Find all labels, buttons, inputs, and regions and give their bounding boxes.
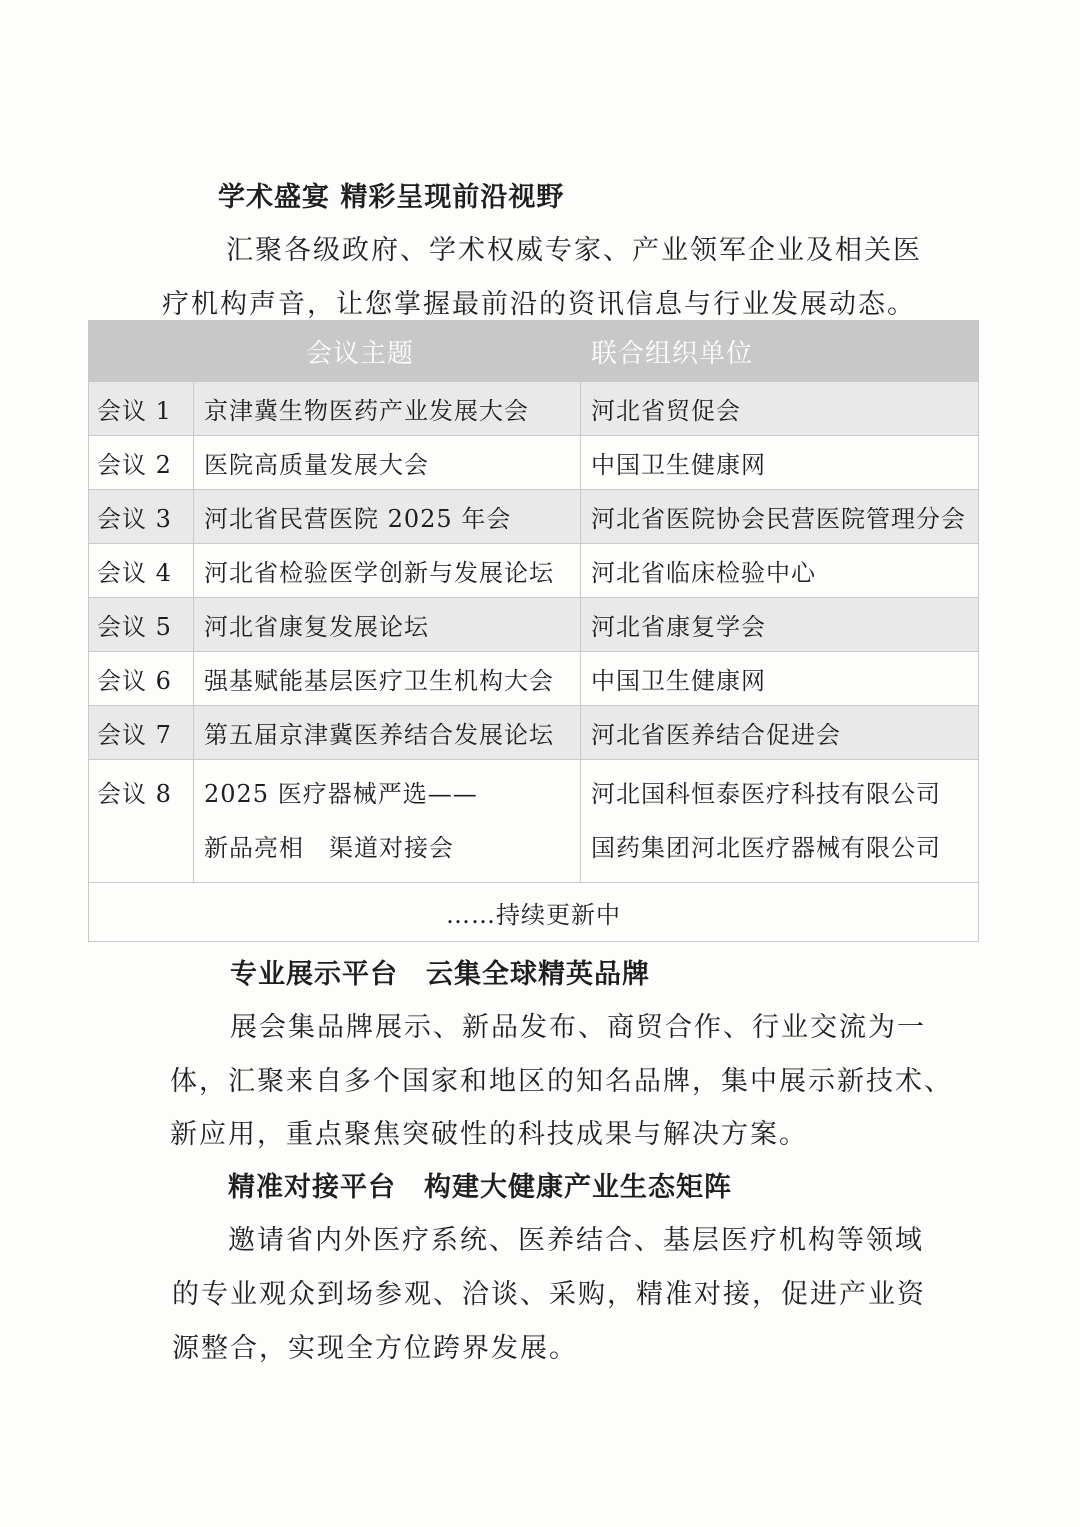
header-topic: 会议主题 <box>194 321 581 382</box>
conference-table <box>88 320 979 942</box>
row-org: 中国卫生健康网 <box>581 652 979 706</box>
section2-line-3: 新应用，重点聚焦突破性的科技成果与解决方案。 <box>170 1119 808 1150</box>
section3-heading: 精准对接平台 构建大健康产业生态矩阵 <box>228 1172 732 1203</box>
section3-line-3: 源整合，实现全方位跨界发展。 <box>172 1333 578 1364</box>
row-num: 会议 6 <box>89 652 194 706</box>
table-row <box>89 436 979 490</box>
row-org: 河北省医院协会民营医院管理分会 <box>581 490 979 544</box>
row-num: 会议 5 <box>89 598 194 652</box>
row-num: 会议 4 <box>89 544 194 598</box>
row-topic-line-1: 2025 医疗器械严选—— <box>204 780 478 808</box>
row-num: 会议 1 <box>89 382 194 436</box>
row-topic: 第五届京津冀医养结合发展论坛 <box>194 706 581 760</box>
header-org: 联合组织单位 <box>581 321 979 382</box>
table-footer: ……持续更新中 <box>89 883 979 942</box>
table-header-row <box>89 321 979 382</box>
section2-line-2: 体，汇聚来自多个国家和地区的知名品牌，集中展示新技术、 <box>170 1066 953 1097</box>
row-org <box>581 760 979 883</box>
row-org-line-2: 国药集团河北医疗器械有限公司 <box>591 834 941 862</box>
row-topic: 河北省检验医学创新与发展论坛 <box>194 544 581 598</box>
row-topic-line-2: 新品亮相 渠道对接会 <box>204 834 454 862</box>
row-org: 河北省贸促会 <box>581 382 979 436</box>
row-org: 河北省临床检验中心 <box>581 544 979 598</box>
section1-line-2: 疗机构声音，让您掌握最前沿的资讯信息与行业发展动态。 <box>162 289 916 320</box>
table-row <box>89 544 979 598</box>
row-topic: 京津冀生物医药产业发展大会 <box>194 382 581 436</box>
row-num: 会议 3 <box>89 490 194 544</box>
table-row <box>89 760 979 883</box>
row-topic: 河北省康复发展论坛 <box>194 598 581 652</box>
table-row <box>89 706 979 760</box>
row-org: 河北省康复学会 <box>581 598 979 652</box>
row-num: 会议 8 <box>89 760 194 883</box>
row-topic <box>194 760 581 883</box>
table-footer-row <box>89 883 979 942</box>
header-num-cell <box>89 321 194 382</box>
section2-heading: 专业展示平台 云集全球精英品牌 <box>230 959 650 990</box>
row-topic: 医院高质量发展大会 <box>194 436 581 490</box>
table-row <box>89 598 979 652</box>
table-row <box>89 382 979 436</box>
section3-line-1: 邀请省内外医疗系统、医养结合、基层医疗机构等领域 <box>228 1225 924 1256</box>
row-topic: 强基赋能基层医疗卫生机构大会 <box>194 652 581 706</box>
section1-heading: 学术盛宴 精彩呈现前沿视野 <box>218 182 565 213</box>
row-num: 会议 2 <box>89 436 194 490</box>
section1-line-1: 汇聚各级政府、学术权威专家、产业领军企业及相关医 <box>226 235 922 266</box>
section3-line-2: 的专业观众到场参观、洽谈、采购，精准对接，促进产业资 <box>172 1279 926 1310</box>
row-org: 河北省医养结合促进会 <box>581 706 979 760</box>
table-row <box>89 652 979 706</box>
row-org: 中国卫生健康网 <box>581 436 979 490</box>
section2-line-1: 展会集品牌展示、新品发布、商贸合作、行业交流为一 <box>230 1012 926 1043</box>
row-org-line-1: 河北国科恒泰医疗科技有限公司 <box>591 780 941 808</box>
table-row <box>89 490 979 544</box>
row-num: 会议 7 <box>89 706 194 760</box>
row-topic: 河北省民营医院 2025 年会 <box>194 490 581 544</box>
